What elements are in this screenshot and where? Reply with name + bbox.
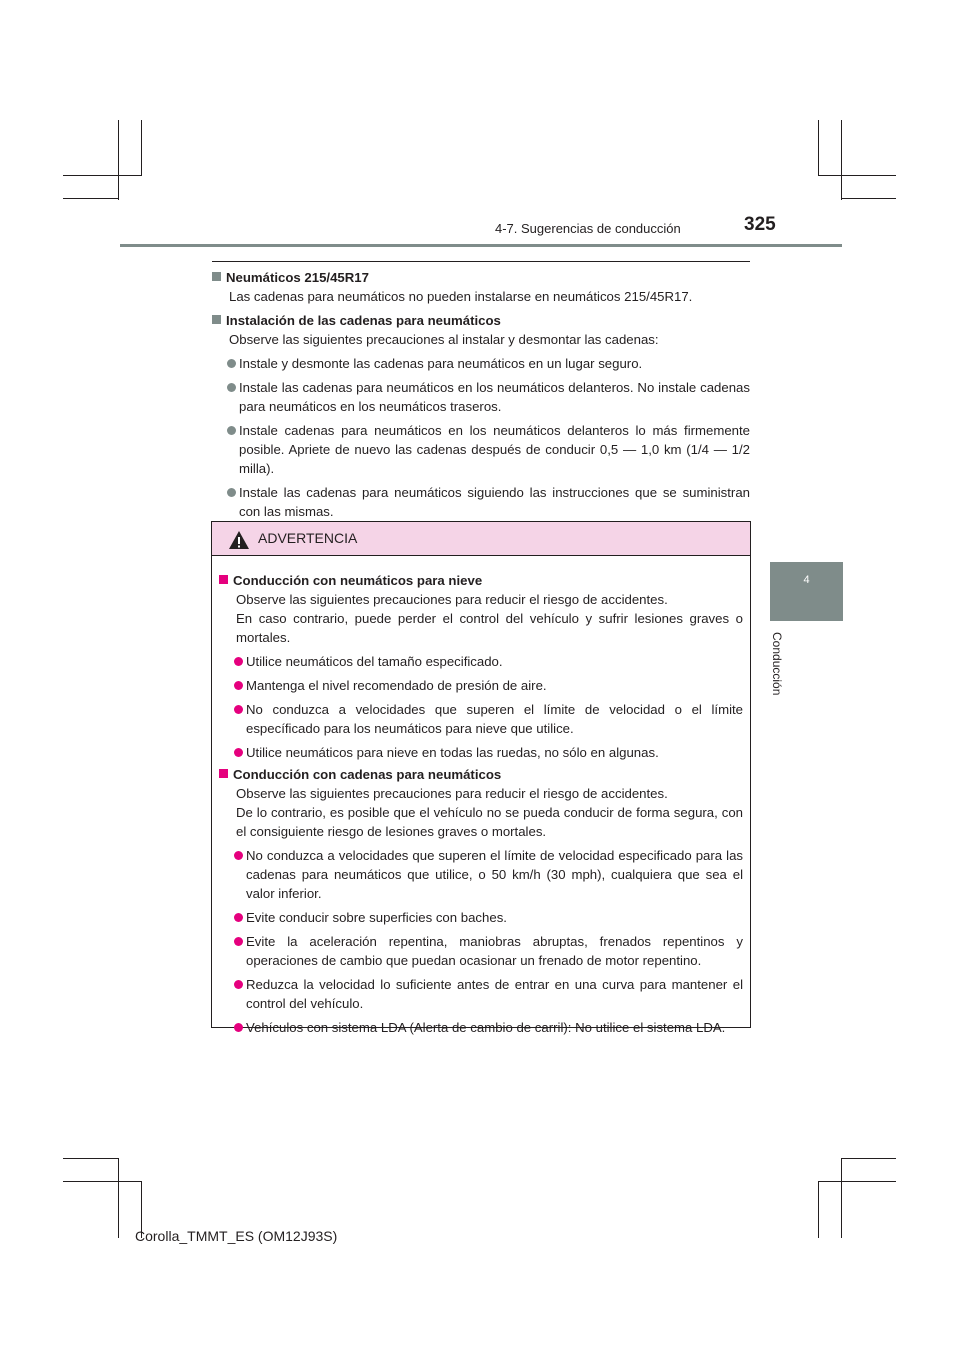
list-item-text: Evite la aceleración repentina, maniobras abruptas, frenados repentinos y operaciones de cambio que puedan ocasionar un frenado de motor repentino. <box>246 934 743 968</box>
list-item-text: Instale cadenas para neumáticos en los neumáticos delanteros lo más firmemente posible. Apriete de nuevo las cadenas después de conducir 0,5 — 1,0 km (1/4 — 1/2 milla). <box>239 423 750 476</box>
circle-bullet-icon <box>234 657 243 666</box>
list-item <box>219 932 743 970</box>
list-item <box>219 975 743 1013</box>
list-item-text: Vehículos con sistema LDA (Alerta de cambio de carril): No utilice el sistema LDA. <box>246 1020 726 1035</box>
paragraph: Observe las siguientes precauciones al instalar y desmontar las cadenas: <box>229 332 659 347</box>
circle-bullet-icon <box>234 681 243 690</box>
circle-bullet-icon <box>234 748 243 757</box>
paragraph: En caso contrario, puede perder el control del vehículo y sufrir lesiones graves o mortales. <box>236 611 743 645</box>
crop-mark <box>841 1158 842 1238</box>
content-divider <box>212 261 750 262</box>
chapter-label-wrap <box>770 632 818 696</box>
list-item <box>212 354 750 373</box>
square-bullet-icon <box>212 315 221 324</box>
crop-mark <box>841 198 896 199</box>
list-item <box>219 846 743 903</box>
square-bullet-icon <box>219 769 228 778</box>
square-bullet-icon <box>219 575 228 584</box>
crop-mark <box>141 120 142 176</box>
list-item-text: No conduzca a velocidades que superen el límite de velocidad o el límite específicado para los neumáticos para nieve que utilice. <box>246 702 743 736</box>
crop-mark <box>63 1158 119 1159</box>
crop-mark <box>63 175 142 176</box>
chapter-number: 4 <box>803 574 810 586</box>
warning-body <box>212 556 750 1037</box>
list-item <box>212 378 750 416</box>
list-item-text: Instale y desmonte las cadenas para neumáticos en un lugar seguro. <box>239 356 643 371</box>
list-item <box>219 1018 743 1037</box>
list-item <box>212 421 750 478</box>
list-item-text: No conduzca a velocidades que superen el límite de velocidad especificado para las cadenas para neumáticos que utilice, o 50 km/h (30 mph), cualquiera que sea el valor inferior. <box>246 848 743 901</box>
footer-doc-id: Corolla_TMMT_ES (OM12J93S) <box>135 1228 338 1244</box>
list-item <box>219 908 743 927</box>
crop-mark <box>118 1158 119 1238</box>
crop-mark <box>818 1181 896 1182</box>
section-heading <box>212 268 750 287</box>
list-item-text: Evite conducir sobre superficies con baches. <box>246 910 507 925</box>
heading-text: Conducción con neumáticos para nieve <box>233 573 483 588</box>
paragraph: De lo contrario, es posible que el vehículo no se pueda conducir de forma segura, con el consiguiente riesgo de lesiones graves o mortales. <box>236 805 743 839</box>
warning-triangle-icon <box>228 530 250 550</box>
circle-bullet-icon <box>227 426 236 435</box>
circle-bullet-icon <box>234 705 243 714</box>
list-item <box>219 743 743 762</box>
circle-bullet-icon <box>234 980 243 989</box>
circle-bullet-icon <box>234 913 243 922</box>
circle-bullet-icon <box>227 383 236 392</box>
circle-bullet-icon <box>227 488 236 497</box>
heading-text: Instalación de las cadenas para neumáticos <box>226 313 501 328</box>
list-item <box>219 700 743 738</box>
list-item-text: Reduzca la velocidad lo suficiente antes de entrar en una curva para mantener el control del vehículo. <box>246 977 743 1011</box>
square-bullet-icon <box>212 272 221 281</box>
list-item-text: Mantenga el nivel recomendado de presión de aire. <box>246 678 547 693</box>
warning-header <box>212 522 750 556</box>
crop-mark <box>818 175 896 176</box>
chapter-label: Conducción <box>770 632 784 696</box>
list-item-text: Instale las cadenas para neumáticos siguiendo las instrucciones que se suministran con las mismas. <box>239 485 750 519</box>
header-rule <box>120 244 842 247</box>
list-item-text: Instale las cadenas para neumáticos en los neumáticos delanteros. No instale cadenas para neumáticos en los neumáticos traseros. <box>239 380 750 414</box>
paragraph: Observe las siguientes precauciones para reducir el riesgo de accidentes. <box>236 592 668 607</box>
list-item-text: Utilice neumáticos del tamaño especificado. <box>246 654 503 669</box>
crop-mark <box>818 1181 819 1238</box>
crop-mark <box>841 1158 896 1159</box>
list-item <box>219 652 743 671</box>
chapter-tab <box>770 562 843 621</box>
section-heading <box>212 311 750 330</box>
warning-box <box>211 521 751 1035</box>
crop-mark <box>63 198 119 199</box>
crop-mark <box>841 120 842 200</box>
paragraph: Observe las siguientes precauciones para reducir el riesgo de accidentes. <box>236 786 668 801</box>
page-number: 325 <box>744 214 776 235</box>
warning-title: ADVERTENCIA <box>258 530 358 546</box>
circle-bullet-icon <box>234 1023 243 1032</box>
circle-bullet-icon <box>227 359 236 368</box>
crop-mark <box>118 120 119 200</box>
heading-text: Conducción con cadenas para neumáticos <box>233 767 502 782</box>
warning-heading <box>219 765 743 784</box>
main-content <box>212 268 750 521</box>
section-title: 4-7. Sugerencias de conducción <box>495 221 681 236</box>
crop-mark <box>63 1181 142 1182</box>
paragraph: Las cadenas para neumáticos no pueden instalarse en neumáticos 215/45R17. <box>229 289 693 304</box>
list-item <box>219 676 743 695</box>
heading-text: Neumáticos 215/45R17 <box>226 270 369 285</box>
circle-bullet-icon <box>234 937 243 946</box>
warning-heading <box>219 571 743 590</box>
list-item-text: Utilice neumáticos para nieve en todas las ruedas, no sólo en algunas. <box>246 745 659 760</box>
list-item <box>212 483 750 521</box>
crop-mark <box>818 120 819 176</box>
circle-bullet-icon <box>234 851 243 860</box>
